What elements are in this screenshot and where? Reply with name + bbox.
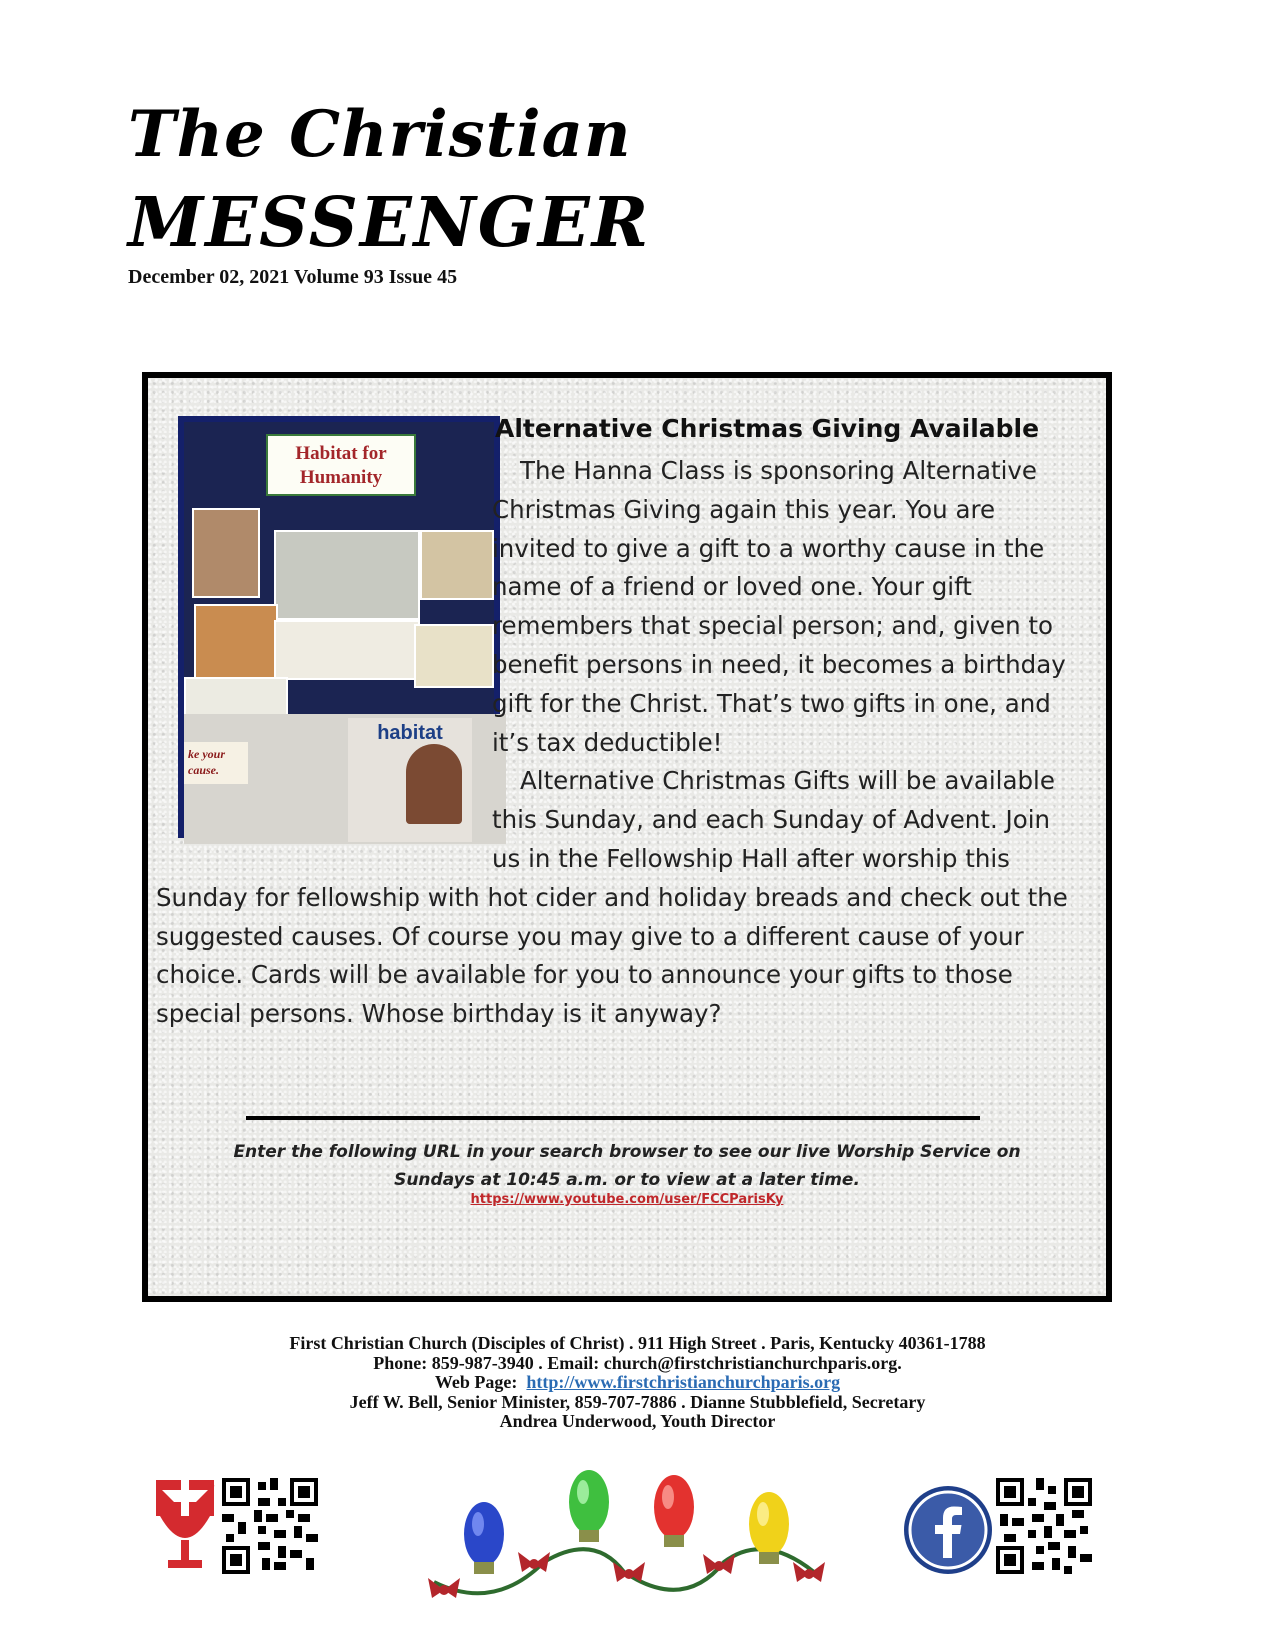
footer-contact: Phone: 859-987-3940 . Email: church@firstchristianchurchparis.org. bbox=[373, 1352, 902, 1373]
youtube-link[interactable]: https://www.youtube.com/user/FCCParisKy bbox=[470, 1192, 784, 1207]
qr-code-icon bbox=[996, 1478, 1092, 1574]
footer-staff: Jeff W. Bell, Senior Minister, 859-707-7886 . Dianne Stubblefield, Secretary bbox=[349, 1391, 926, 1412]
issue-date-line: December 02, 2021 Volume 93 Issue 45 bbox=[128, 266, 458, 288]
masthead-title-line2: MESSENGER bbox=[128, 183, 651, 263]
article-title: Alternative Christmas Giving Available bbox=[495, 414, 1040, 443]
website-link[interactable]: http://www.firstchristianchurchparis.org bbox=[526, 1372, 841, 1393]
svg-text:®: ® bbox=[209, 1483, 215, 1490]
footer-address: First Christian Church (Disciples of Christ) . 911 High Street . Paris, Kentucky 40361-1788 bbox=[289, 1333, 986, 1353]
facebook-icon[interactable] bbox=[902, 1484, 994, 1576]
article-box bbox=[142, 372, 1112, 1302]
footer-youth: Andrea Underwood, Youth Director bbox=[499, 1411, 776, 1432]
divider bbox=[246, 1116, 980, 1120]
qr-code-icon bbox=[222, 1478, 318, 1574]
photo-habitat-logo: habitat bbox=[377, 722, 443, 744]
church-footer bbox=[0, 1334, 1275, 1432]
disciples-chalice-icon bbox=[156, 1480, 214, 1572]
footer-web: Web Page: http://www.firstchristianchurchparis.org bbox=[434, 1372, 841, 1393]
masthead-title-line1: The Christian bbox=[128, 97, 632, 172]
article-body bbox=[156, 452, 1076, 1034]
article-paragraph: The Hanna Class is sponsoring Alternative Christmas Giving again this year. You are invited to give a gift to a worthy cause in the name of a friend or loved one. Your gift remembers that special person; and, given to benefit persons in need, it becomes a birthday gift for the Christ. That’s two gifts in one, and it’s tax deductible! bbox=[492, 456, 1066, 757]
photo-sign: Habitat for Humanity bbox=[266, 434, 416, 496]
photo-card-text: ke your cause. bbox=[184, 742, 248, 784]
masthead bbox=[128, 96, 650, 289]
article-paragraph: Alternative Christmas Gifts will be available this Sunday, and each Sunday of Advent. Join us in the Fellowship Hall after worship this Sunday for fellowship with hot cider and holiday breads and check out the suggested causes. Of course you may give to a different cause of your choice. Cards will be available for you to announce your gifts to those special persons. Whose birthday is it anyway? bbox=[156, 766, 1068, 1029]
stream-note: Enter the following URL in your search browser to see our live Worship Service on Sundays at 10:45 a.m. or to view at a later time. bbox=[233, 1142, 1021, 1190]
christmas-lights-icon bbox=[424, 1462, 824, 1612]
